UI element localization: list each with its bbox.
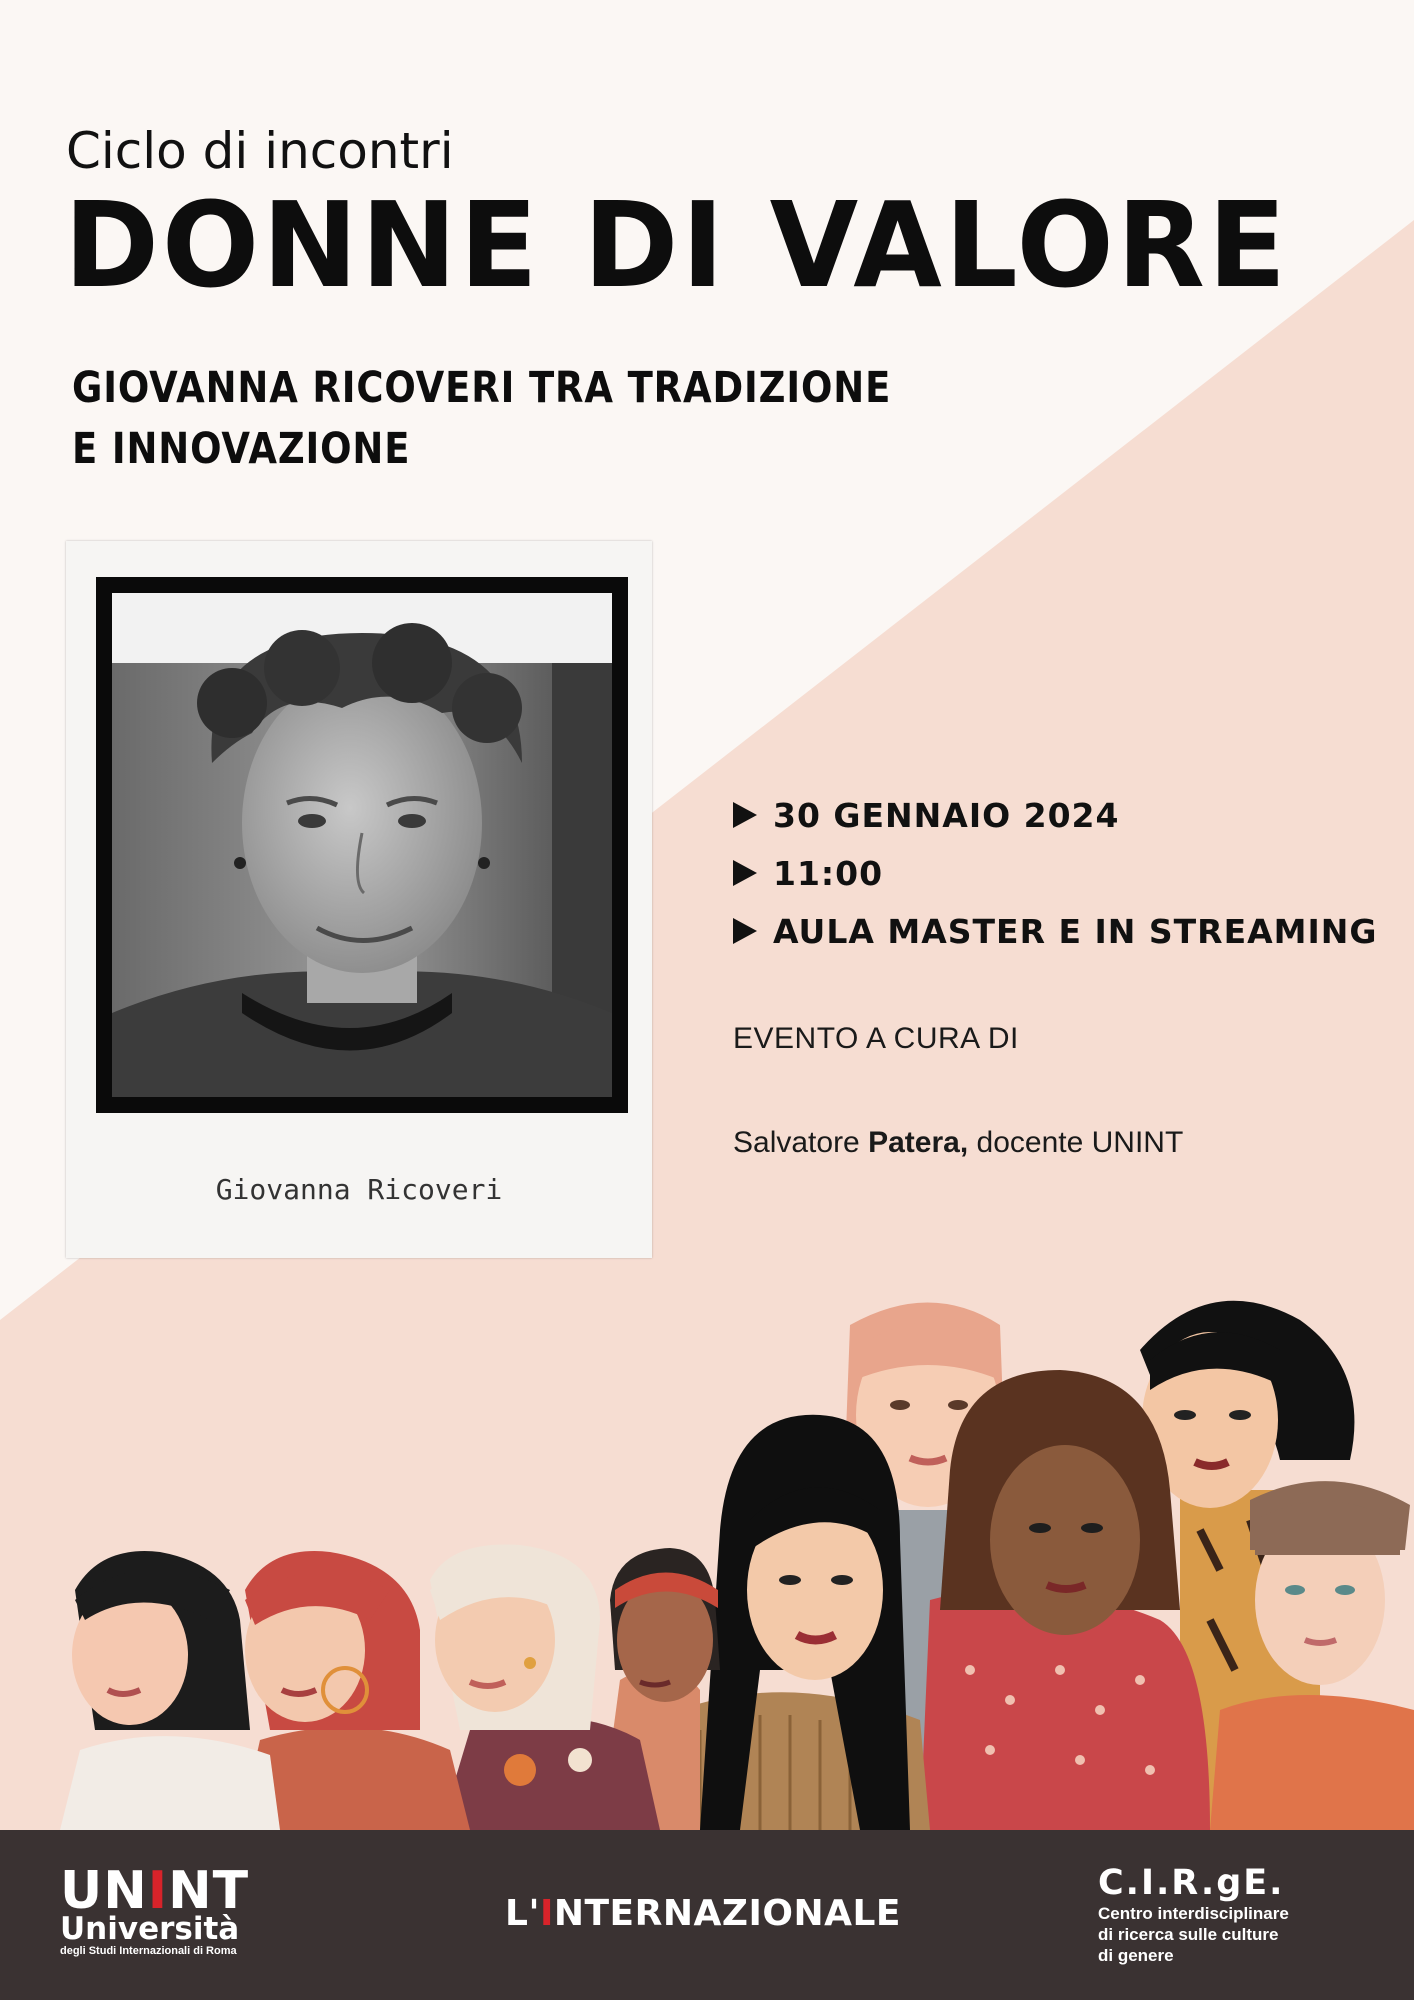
linternazionale-logo: L'INTERNAZIONALE	[505, 1893, 901, 1934]
cirge-desc-3: di genere	[1098, 1946, 1174, 1965]
organizer	[733, 1126, 1183, 1160]
event-place-row	[733, 902, 1377, 960]
subtitle-line-1: GIOVANNA RICOVERI TRA TRADIZIONE	[72, 363, 892, 413]
unint-logo-subtitle: degli Studi Internazionali di Roma	[60, 1945, 237, 1957]
photo-frame	[96, 577, 628, 1113]
organizer-role: docente UNINT	[976, 1126, 1184, 1159]
event-time: 11:00	[773, 853, 884, 893]
women-illustration	[0, 1290, 1414, 1830]
portrait-polaroid	[66, 541, 652, 1258]
subtitle-line-2: E INNOVAZIONE	[72, 424, 411, 474]
unint-logo	[60, 1861, 250, 1958]
event-date-row	[733, 786, 1377, 844]
unint-logo-mark: UNINT	[60, 1861, 250, 1921]
play-arrow-icon	[733, 918, 757, 944]
organizer-last-name: Patera,	[868, 1126, 969, 1159]
play-arrow-icon	[733, 860, 757, 886]
event-time-row	[733, 844, 1377, 902]
event-date: 30 GENNAIO 2024	[773, 795, 1120, 835]
event-details	[733, 786, 1377, 960]
portrait-caption: Giovanna Ricoveri	[215, 1173, 503, 1206]
organizer-first-name: Salvatore	[733, 1126, 860, 1159]
event-subtitle	[72, 358, 891, 480]
series-label: Ciclo di incontri	[66, 122, 454, 180]
event-place: AULA MASTER E IN STREAMING	[773, 911, 1378, 951]
portrait-photo	[112, 593, 612, 1097]
cirge-name: C.I.R.gE.	[1098, 1863, 1285, 1903]
unint-logo-universita: Università	[60, 1911, 240, 1947]
curated-by-label: EVENTO A CURA DI	[733, 1022, 1019, 1055]
cirge-desc-1: Centro interdisciplinare	[1098, 1904, 1289, 1923]
play-arrow-icon	[733, 802, 757, 828]
cirge-desc-2: di ricerca sulle culture	[1098, 1925, 1279, 1944]
page-title: DONNE DI VALORE	[64, 176, 1289, 314]
cirge-logo	[1098, 1863, 1289, 1966]
